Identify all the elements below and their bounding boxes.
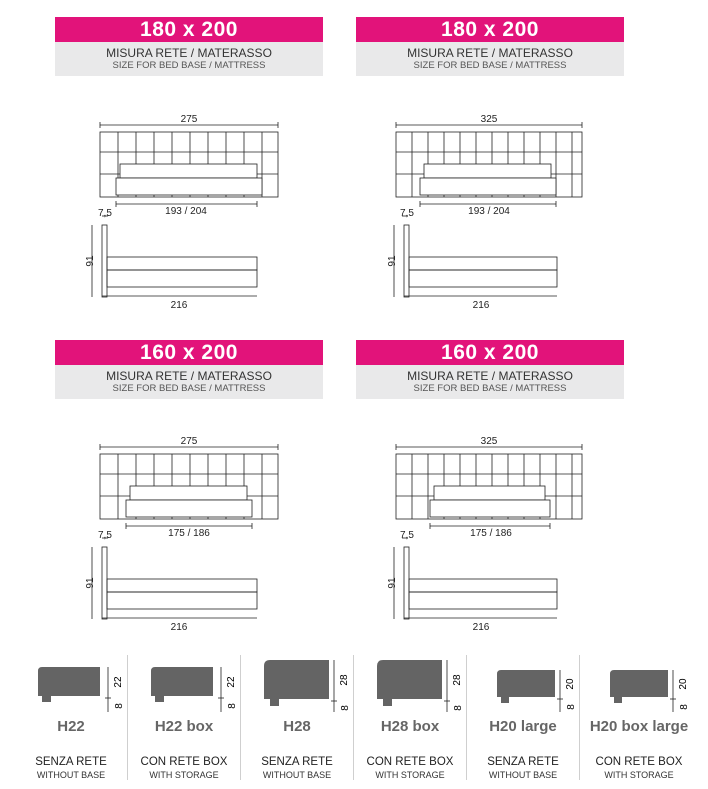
inner-dim: 175 / 186 bbox=[168, 528, 210, 539]
top-dim: 28 bbox=[452, 674, 463, 686]
option-en: WITHOUT BASE bbox=[36, 770, 106, 780]
caption-it: MISURA RETE / MATERASSO bbox=[106, 46, 272, 60]
caption-en: SIZE FOR BED BASE / MATTRESS bbox=[413, 383, 567, 394]
size-caption bbox=[55, 365, 323, 399]
bed-sample-h22 bbox=[15, 652, 127, 714]
caption-it: MISURA RETE / MATERASSO bbox=[407, 369, 573, 383]
top-dim: 20 bbox=[678, 678, 689, 690]
size-title: 160 x 200 bbox=[55, 340, 323, 365]
size-title: 180 x 200 bbox=[356, 17, 624, 42]
inner-dim: 193 / 204 bbox=[468, 206, 510, 217]
option-label: H22 bbox=[57, 718, 85, 735]
option-label: H28 bbox=[283, 718, 311, 735]
length-dim: 216 bbox=[170, 622, 188, 633]
top-dim: 22 bbox=[226, 676, 237, 688]
top-dim: 22 bbox=[113, 676, 124, 688]
size-caption bbox=[356, 42, 624, 76]
option-it: SENZA RETE bbox=[487, 756, 559, 768]
size-title: 160 x 200 bbox=[356, 340, 624, 365]
height-dim: 91 bbox=[85, 577, 96, 589]
height-dim: 91 bbox=[85, 255, 96, 267]
bed-sample-h20-large bbox=[467, 652, 579, 714]
option-label: H22 box bbox=[154, 718, 214, 735]
option-it: CON RETE BOX bbox=[595, 756, 683, 768]
bed-drawing-1 bbox=[60, 108, 290, 318]
width-dim: 275 bbox=[180, 114, 198, 125]
size-panel-1 bbox=[55, 17, 323, 76]
thick-dim: 7,5 bbox=[400, 530, 414, 541]
length-dim: 216 bbox=[472, 300, 490, 311]
size-panel-4 bbox=[356, 340, 624, 399]
width-dim: 275 bbox=[180, 436, 198, 447]
option-en: WITHOUT BASE bbox=[488, 770, 558, 780]
bed-sample-h22-box bbox=[128, 652, 240, 714]
size-title: 180 x 200 bbox=[55, 17, 323, 42]
option-label: H20 box large bbox=[589, 718, 689, 735]
bed-drawing-2 bbox=[360, 108, 590, 318]
caption-it: MISURA RETE / MATERASSO bbox=[106, 369, 272, 383]
option-it: CON RETE BOX bbox=[366, 756, 454, 768]
thick-dim: 7,5 bbox=[400, 208, 414, 219]
length-dim: 216 bbox=[170, 300, 188, 311]
size-caption bbox=[356, 365, 624, 399]
option-en: WITH STORAGE bbox=[604, 770, 674, 780]
caption-en: SIZE FOR BED BASE / MATTRESS bbox=[413, 60, 567, 71]
height-dim: 91 bbox=[387, 255, 398, 267]
option-h28 bbox=[241, 652, 353, 787]
caption-en: SIZE FOR BED BASE / MATTRESS bbox=[112, 60, 266, 71]
size-panel-3 bbox=[55, 340, 323, 399]
option-it: CON RETE BOX bbox=[140, 756, 228, 768]
thick-dim: 7,5 bbox=[98, 208, 112, 219]
bottom-dim: 8 bbox=[453, 705, 464, 711]
option-h20-large bbox=[467, 652, 579, 787]
size-panel-2 bbox=[356, 17, 624, 76]
bottom-dim: 8 bbox=[227, 703, 238, 709]
caption-it: MISURA RETE / MATERASSO bbox=[407, 46, 573, 60]
option-h20-box-large bbox=[580, 652, 698, 787]
bed-sample-h28-box bbox=[354, 652, 466, 714]
option-en: WITH STORAGE bbox=[375, 770, 445, 780]
size-caption bbox=[55, 42, 323, 76]
thick-dim: 7,5 bbox=[98, 530, 112, 541]
height-dim: 91 bbox=[387, 577, 398, 589]
width-dim: 325 bbox=[480, 114, 498, 125]
option-h22-box bbox=[128, 652, 240, 787]
top-dim: 20 bbox=[565, 678, 576, 690]
bottom-dim: 8 bbox=[114, 703, 125, 709]
bed-drawing-3 bbox=[60, 430, 290, 640]
option-label: H28 box bbox=[380, 718, 440, 735]
bottom-dim: 8 bbox=[679, 704, 690, 710]
bottom-dim: 8 bbox=[566, 704, 577, 710]
option-it: SENZA RETE bbox=[35, 756, 107, 768]
option-h28-box bbox=[354, 652, 466, 787]
option-label: H20 large bbox=[489, 718, 557, 735]
inner-dim: 193 / 204 bbox=[165, 206, 207, 217]
top-dim: 28 bbox=[339, 674, 350, 686]
bed-sample-h28 bbox=[241, 652, 353, 714]
option-en: WITH STORAGE bbox=[149, 770, 219, 780]
option-h22 bbox=[15, 652, 127, 787]
inner-dim: 175 / 186 bbox=[470, 528, 512, 539]
bottom-dim: 8 bbox=[340, 705, 351, 711]
option-en: WITHOUT BASE bbox=[262, 770, 332, 780]
length-dim: 216 bbox=[472, 622, 490, 633]
option-it: SENZA RETE bbox=[261, 756, 333, 768]
bed-sample-h20-box-large bbox=[580, 652, 698, 714]
caption-en: SIZE FOR BED BASE / MATTRESS bbox=[112, 383, 266, 394]
width-dim: 325 bbox=[480, 436, 498, 447]
bed-drawing-4 bbox=[360, 430, 590, 640]
